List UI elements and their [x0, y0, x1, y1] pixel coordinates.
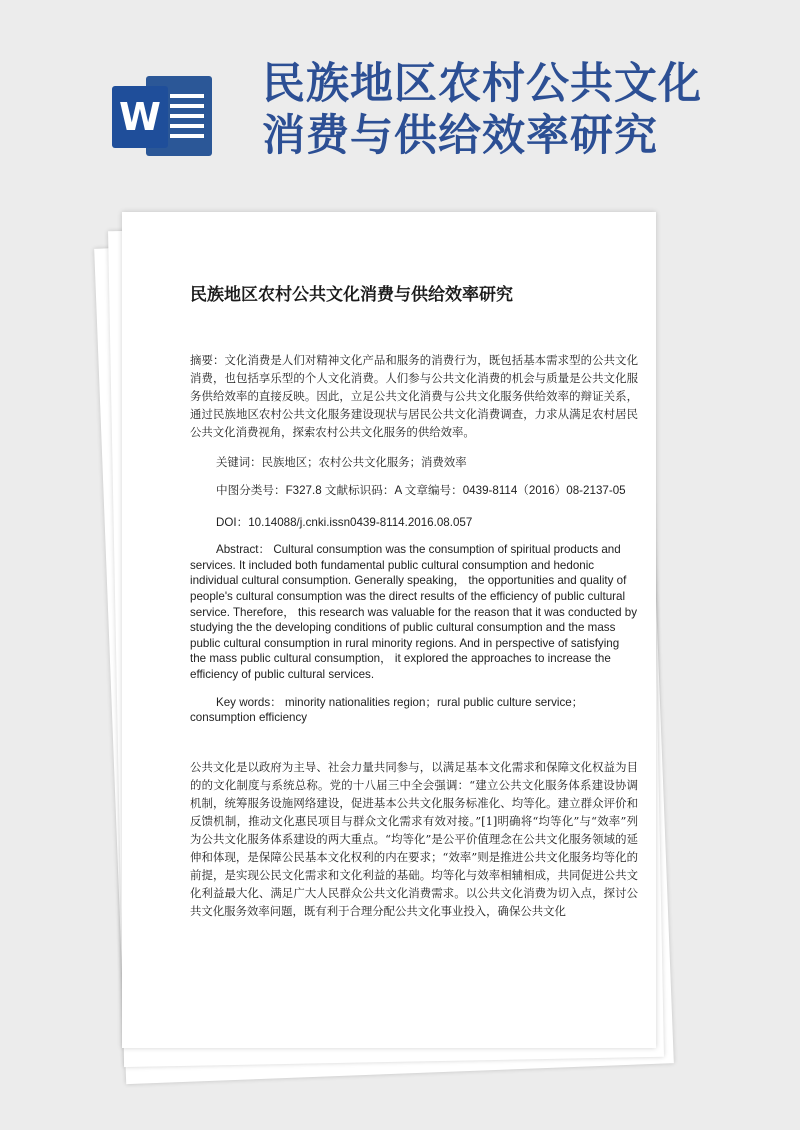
doi: DOI：10.14088/j.cnki.issn0439-8114.2016.08.057: [216, 515, 473, 529]
keywords-chinese: 关键词：民族地区；农村公共文化服务；消费效率: [216, 455, 467, 469]
word-logo-letter: W: [112, 86, 168, 148]
abstract-chinese: 摘要：文化消费是人们对精神文化产品和服务的消费行为，既包括基本需求型的公共文化消费，也包括享乐型的个人文化消费。人们参与公共文化消费的机会与质量是公共文化服务供给效率的直接反映。因此，立足公共文化消费与公共文化服务供给效率的辩证关系，通过民族地区农村公共文化服务建设现状与居民公共文化消费调查，力求从满足农村居民公共文化消费视角，探索农村公共文化服务的供给效率。: [190, 353, 638, 439]
body-paragraph: 公共文化是以政府为主导、社会力量共同参与，以满足基本文化需求和保障文化权益为目的的文化制度与系统总称。党的十八届三中全会强调：“建立公共文化服务体系建设协调机制，统筹服务设施网络建设，促进基本公共文化服务标准化、均等化。建立群众评价和反馈机制，推动文化惠民项目与群众文化需求有效对接。”[1]明确将“均等化”与“效率”列为公共文化服务体系建设的两大重点。“均等化”是公平价值理念在公共文化服务领域的延伸和体现，是保障公民基本文化权利的内在要求；“效率”则是推进公共文化服务均等化的前提，是实现公民文化需求和文化利益的基础。均等化与效率相辅相成，共同促进公共文化利益最大化、满足广大人民群众公共文化消费需求。以公共文化消费为切入点，探讨公共文化服务效率问题，既有利于合理分配公共文化事业投入，确保公共文化: [190, 759, 638, 918]
word-document-icon: [112, 68, 212, 164]
document-content: [190, 280, 638, 920]
abstract-english: Abstract： Cultural consumption was the consumption of spiritual products and services. It included both fundamental public cultural consumption and hedonic individual cultural consumption. Generally speaking， the opportunities and quality of people's cultural consumption was the direct results of the efficiency of public cultural service. Therefore， this research was valuable for the reason that it was conducted by studying the the developing conditions of public cultural consumption and the mass public cultural consumption in rural minority regions. And in perspective of satisfying the mass public cultural consumption， it explored the approaches to increase the efficiency of public cultural services.: [190, 543, 638, 681]
classification-number: 中图分类号：F327.8 文献标识码：A 文章编号：0439-8114（2016）08-2137-05: [216, 484, 626, 497]
document-title: 民族地区农村公共文化消费与供给效率研究: [190, 285, 513, 305]
headline-line-2: 消费与供给效率研究: [262, 111, 658, 161]
header-banner: [0, 0, 800, 200]
headline-title: [262, 58, 782, 162]
headline-line-1: 民族地区农村公共文化: [262, 59, 702, 109]
keywords-english: Key words： minority nationalities region；rural public culture service；consumption efficiency: [190, 695, 584, 725]
